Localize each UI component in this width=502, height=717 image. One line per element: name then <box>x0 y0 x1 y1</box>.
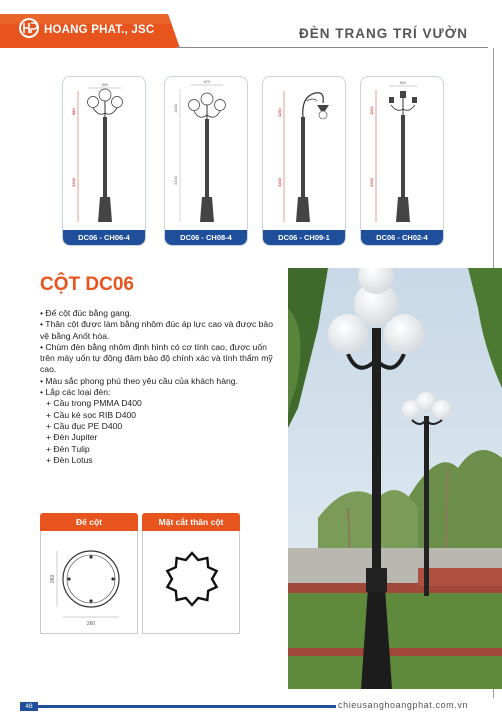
dim-side-label: 1000 <box>173 104 178 113</box>
base-plan-icon <box>41 531 139 634</box>
spec-line: • Thân cột được làm bằng nhôm đúc áp lực cao và được bảo vệ bằng Anốt hóa. <box>40 319 273 341</box>
lamp-drawing-icon <box>361 77 444 232</box>
footer-rule <box>38 705 336 708</box>
dim-side-label: 1150 <box>277 108 282 117</box>
product-label: DC06 - CH06-4 <box>63 230 145 245</box>
spec-sub-line: + Đèn Jupiter <box>46 432 98 443</box>
base-dim-bottom: 260 <box>86 621 96 627</box>
section-drawing-box <box>142 531 240 634</box>
company-logo-icon <box>18 17 40 39</box>
dim-side-label: 880 <box>71 108 76 115</box>
product-card[interactable] <box>62 76 146 246</box>
section-header: Mặt cắt thân cột <box>142 513 240 531</box>
base-drawing-box <box>40 531 138 634</box>
company-name: HOANG PHAT., JSC <box>44 24 155 36</box>
spec-line: • Chùm đèn bằng nhôm định hình có cơ tính cao, được uốn trên máy uốn tự động đảm bảo độ chính xác và tính thẩm mỹ cao. <box>40 341 273 375</box>
dim-top-label: 800 <box>399 80 407 85</box>
product-card[interactable] <box>164 76 248 246</box>
section-title: CỘT DC06 <box>40 274 134 295</box>
spec-sub-line: + Đèn Lotus <box>46 454 93 465</box>
dim-side-label: 1150 <box>369 106 374 115</box>
spec-sub-line: + Cầu đục PE D400 <box>46 420 123 431</box>
spec-line: • Màu sắc phong phú theo yêu cầu của khách hàng. <box>40 375 238 386</box>
product-label: DC06 - CH08-4 <box>165 230 247 245</box>
pole-cross-section-icon <box>143 531 241 634</box>
lamp-drawing-icon <box>263 77 346 232</box>
product-photo <box>288 268 502 689</box>
base-header: Đế cột <box>40 513 138 531</box>
product-label: DC06 - CH09-1 <box>263 230 345 245</box>
page-title: ĐÈN TRANG TRÍ VƯỜN <box>299 26 468 41</box>
lamp-drawing-icon <box>165 77 248 232</box>
spec-line: • Đế cột đúc bằng gang. <box>40 308 132 318</box>
lamp-drawing-icon <box>63 77 146 232</box>
dim-top-label: 800 <box>101 82 109 87</box>
website-url: chieusanghoangphat.com.vn <box>338 700 469 710</box>
dim-top-label: 870 <box>203 79 211 84</box>
spec-line: • Lắp các loại đèn: <box>40 387 111 398</box>
spec-list <box>40 308 280 466</box>
product-card[interactable] <box>360 76 444 246</box>
product-card[interactable] <box>262 76 346 246</box>
spec-sub-line: + Cầu kẻ sọc RIB D400 <box>46 409 137 420</box>
spec-sub-line: + Đèn Tulip <box>46 443 90 454</box>
dim-pole-label: 3200 <box>369 178 374 187</box>
base-dim-side: 260 <box>50 574 56 583</box>
dim-pole-label: 3200 <box>277 178 282 187</box>
dim-pole-label: 3200 <box>173 176 178 185</box>
dim-pole-label: 3200 <box>71 178 76 187</box>
product-label: DC06 - CH02-4 <box>361 230 443 245</box>
page-number: 48 <box>25 703 33 710</box>
spec-sub-line: + Cầu trong PMMA D400 <box>46 398 142 409</box>
header-divider <box>176 47 488 48</box>
